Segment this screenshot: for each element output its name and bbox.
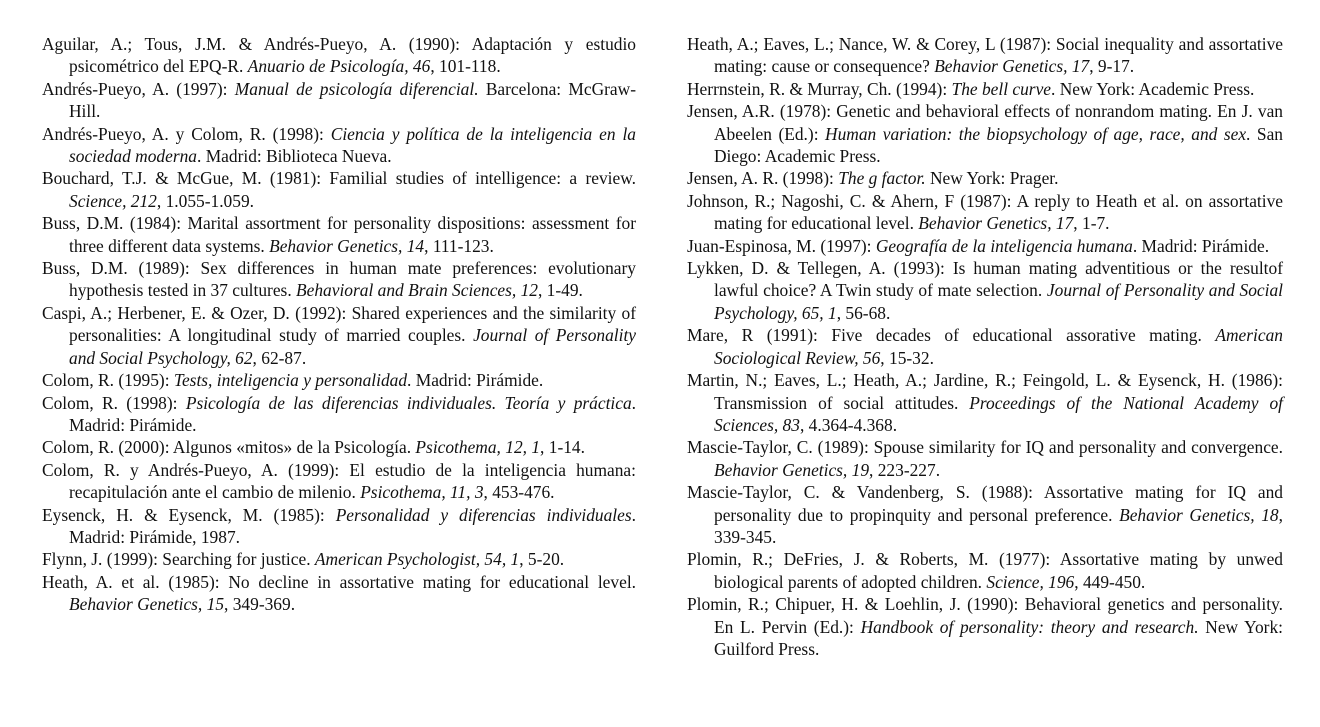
reference-source-italic: Psicothema, 12, 1 <box>415 437 541 458</box>
reference-entry <box>42 78 636 123</box>
reference-text: , 339-345. <box>714 504 1283 547</box>
reference-text: . Madrid: Pirámide. <box>69 392 637 435</box>
reference-text: . Madrid: Pirámide, 1987. <box>69 504 636 547</box>
reference-text: Eysenck, H. & Eysenck, M. (1985): <box>42 504 336 525</box>
reference-source-italic: American Sociological Review, 56 <box>714 325 1283 368</box>
reference-text: . Madrid: Pirámide. <box>407 370 544 391</box>
reference-text: Buss, D.M. (1984): Marital assortment for personality dispositions: assessment for three different data systems. <box>42 213 636 256</box>
reference-source-italic: Ciencia y política de la inteligencia en la sociedad moderna <box>69 123 636 167</box>
reference-source-italic: Behavior Genetics, 14 <box>269 235 425 256</box>
reference-text: Plomin, R.; Chipuer, H. & Loehlin, J. (1990): Behavioral genetics and personality. En L. Pervin (Ed.): <box>687 594 1283 637</box>
reference-source-italic: Human variation: the biopsychology of age, race, and sex <box>825 123 1247 144</box>
reference-entry <box>687 593 1283 660</box>
reference-text: , 1-49. <box>537 280 583 301</box>
reference-source-italic: Behavioral and Brain Sciences, 12 <box>296 280 538 301</box>
reference-text: Barcelona: McGraw-Hill. <box>69 78 636 122</box>
reference-text: Colom, R. (1995): <box>42 370 174 391</box>
reference-text: Colom, R. (1998): <box>42 392 186 413</box>
reference-source-italic: Geografía de la inteligencia humana <box>875 235 1133 256</box>
references-left-column <box>42 33 636 616</box>
reference-text: Mascie-Taylor, C. & Vandenberg, S. (1988): Assortative mating for IQ and personality due to propinquity and personal preference. <box>687 482 1283 525</box>
reference-text: Aguilar, A.; Tous, J.M. & Andrés-Pueyo, A. (1990): Adaptación y estudio psicométrico del EPQ-R. <box>42 34 636 77</box>
reference-source-italic: Behavior Genetics, 15 <box>69 594 225 615</box>
reference-entry <box>42 33 636 78</box>
reference-text: , 1-7. <box>1073 213 1110 234</box>
reference-source-italic: The bell curve <box>951 78 1052 99</box>
reference-source-italic: Personalidad y diferencias individuales <box>335 504 632 525</box>
reference-text: , 4.364-4.368. <box>799 414 898 435</box>
reference-source-italic: Psicothema, 11, 3 <box>360 482 484 503</box>
reference-source-italic: Journal of Personality and Social Psychology, 62 <box>69 325 636 368</box>
reference-entry <box>687 257 1283 324</box>
reference-source-italic: Journal of Personality and Social Psychology, 65, 1 <box>714 280 1283 323</box>
reference-source-italic: The g factor. <box>838 168 926 189</box>
reference-text: Lykken, D. & Tellegen, A. (1993): Is human mating adventitious or the resultof lawful choice? A Twin study of mate selection. <box>687 258 1283 301</box>
reference-text: Plomin, R.; DeFries, J. & Roberts, M. (1977): Assortative mating by unwed biological parents of adopted children. <box>687 549 1283 592</box>
reference-entry <box>42 257 636 302</box>
reference-entry <box>42 459 636 504</box>
reference-text: Colom, R. y Andrés-Pueyo, A. (1999): El estudio de la inteligencia humana: recapitulación ante el cambio de milenio. <box>42 459 636 503</box>
reference-text: , 5-20. <box>519 549 565 570</box>
reference-entry <box>687 167 1283 189</box>
reference-entry <box>42 436 636 458</box>
reference-entry <box>687 235 1283 257</box>
reference-entry <box>42 212 636 257</box>
reference-text: Colom, R. (2000): Algunos «mitos» de la Psicología. <box>42 437 416 458</box>
reference-source-italic: American Psychologist, 54, 1 <box>314 549 520 570</box>
reference-entry <box>42 504 636 549</box>
reference-text: New York: Prager. <box>925 168 1059 189</box>
reference-entry <box>687 436 1283 481</box>
reference-text: Mascie-Taylor, C. (1989): Spouse similarity for IQ and personality and convergence. <box>687 437 1283 458</box>
reference-source-italic: Psicología de las diferencias individuales. Teoría y práctica <box>185 392 632 413</box>
reference-text: , 62-87. <box>252 347 307 368</box>
reference-source-italic: Handbook of personality: theory and research. <box>860 616 1199 637</box>
reference-entry <box>687 369 1283 436</box>
reference-entry <box>687 100 1283 167</box>
reference-text: , 453-476. <box>483 482 555 503</box>
reference-text: Juan-Espinosa, M. (1997): <box>687 235 876 256</box>
reference-entry <box>42 369 636 391</box>
reference-text: , 56-68. <box>836 302 891 323</box>
reference-source-italic: Science, 212 <box>69 190 157 211</box>
reference-source-italic: Tests, inteligencia y personalidad <box>173 370 408 391</box>
reference-entry <box>42 123 636 168</box>
reference-entry <box>42 302 636 369</box>
reference-text: Jensen, A. R. (1998): <box>687 168 839 189</box>
reference-source-italic: Science, 196 <box>986 571 1075 592</box>
reference-entry <box>42 167 636 212</box>
reference-text: Heath, A. et al. (1985): No decline in assortative mating for educational level. <box>42 571 636 592</box>
reference-text: , 111-123. <box>424 235 494 256</box>
reference-text: Buss, D.M. (1989): Sex differences in human mate preferences: evolutionary hypothesis tested in 37 cultures. <box>42 258 636 301</box>
reference-text: , 15-32. <box>880 347 934 368</box>
reference-source-italic: Behavior Genetics, 17 <box>934 56 1090 77</box>
reference-text: Jensen, A.R. (1978): Genetic and behavioral effects of nonrandom mating. En J. van Abeelen (Ed.): <box>687 101 1283 144</box>
reference-text: , 101-118. <box>430 56 501 77</box>
reference-source-italic: Behavior Genetics, 18 <box>1119 504 1279 525</box>
reference-source-italic: Manual de psicología diferencial. <box>234 78 479 99</box>
reference-source-italic: Proceedings of the National Academy of Sciences, 83 <box>714 392 1283 435</box>
reference-text: . Madrid: Pirámide. <box>1132 235 1270 256</box>
reference-text: Bouchard, T.J. & McGue, M. (1981): Familial studies of intelligence: a review. <box>42 168 636 189</box>
reference-source-italic: Anuario de Psicología, 46 <box>247 56 431 77</box>
reference-text: , 9-17. <box>1089 56 1135 77</box>
reference-entry <box>687 324 1283 369</box>
reference-source-italic: Behavior Genetics, 17 <box>918 213 1074 234</box>
reference-text: . New York: Academic Press. <box>1051 78 1255 99</box>
reference-text: New York: Guilford Press. <box>714 616 1283 659</box>
reference-text: Andrés-Pueyo, A. y Colom, R. (1998): <box>42 123 331 144</box>
reference-entry <box>42 548 636 570</box>
reference-text: Martin, N.; Eaves, L.; Heath, A.; Jardine, R.; Feingold, L. & Eysenck, H. (1986): Transmission of social attitudes. <box>687 370 1283 413</box>
reference-text: Flynn, J. (1999): Searching for justice. <box>42 549 315 570</box>
reference-entry <box>687 78 1283 100</box>
reference-entry <box>687 548 1283 593</box>
reference-text: , 1-14. <box>540 437 585 458</box>
reference-entry <box>687 33 1283 78</box>
reference-source-italic: Behavior Genetics, 19 <box>714 459 870 480</box>
reference-entry <box>42 571 636 616</box>
references-right-column <box>687 33 1283 660</box>
reference-entry <box>687 481 1283 548</box>
reference-text: Johnson, R.; Nagoshi, C. & Ahern, F (1987): A reply to Heath et al. on assortative mating for educational level. <box>687 190 1283 234</box>
reference-text: , 1.055-1.059. <box>156 190 254 211</box>
reference-text: , 349-369. <box>224 594 296 615</box>
reference-text: . San Diego: Academic Press. <box>714 123 1283 167</box>
reference-text: , 449-450. <box>1074 571 1146 592</box>
reference-text: Mare, R (1991): Five decades of educational assorative mating. <box>687 325 1216 346</box>
reference-text: , 223-227. <box>869 459 941 480</box>
reference-text: Caspi, A.; Herbener, E. & Ozer, D. (1992): Shared experiences and the similarity of personalities: A longitudinal study of married couples. <box>42 302 636 346</box>
reference-text: . Madrid: Biblioteca Nueva. <box>197 146 392 167</box>
reference-text: Heath, A.; Eaves, L.; Nance, W. & Corey, L (1987): Social inequality and assortative mating: cause or consequence? <box>687 34 1283 77</box>
reference-entry <box>42 392 636 437</box>
reference-text: Andrés-Pueyo, A. (1997): <box>42 78 235 99</box>
reference-text: Herrnstein, R. & Murray, Ch. (1994): <box>687 78 952 99</box>
reference-entry <box>687 190 1283 235</box>
